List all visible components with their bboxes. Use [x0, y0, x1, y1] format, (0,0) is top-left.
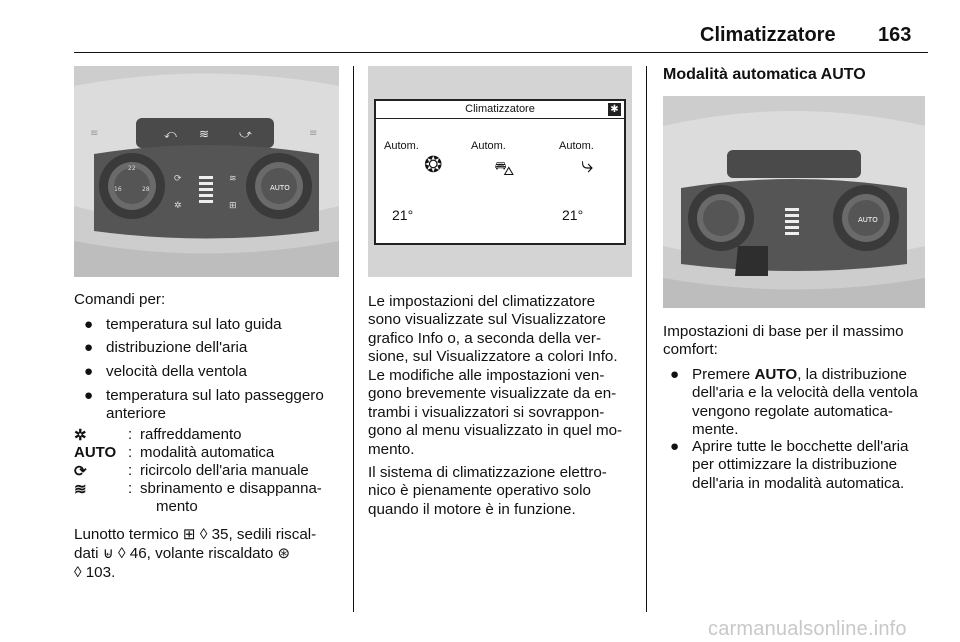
crossref-line: Lunotto termico ⊞ ◊ 35, sedili riscal- [74, 526, 317, 543]
bullet-text-continued: dell'aria e la velocità della ventola [692, 384, 918, 401]
fan-speed-icon: ❂ [424, 153, 443, 178]
legend-desc: sbrinamento e disappanna- [140, 480, 322, 497]
para-line: Le modifiche alle impostazioni ven- [368, 367, 605, 384]
panel-temp-top-left: 22 [128, 165, 136, 172]
display-title-bar [376, 101, 624, 119]
bullet-text: temperatura sul lato passeggero [106, 387, 324, 404]
climate-panel-image [74, 66, 339, 277]
display-temp-left: 21° [392, 207, 414, 223]
list-item: ● temperatura sul lato passeggero anteriore [84, 387, 324, 422]
column-divider-2 [646, 66, 647, 612]
legend-colon: : [128, 444, 133, 461]
legend-desc-continued: mento [156, 498, 198, 515]
display-screen [374, 99, 626, 245]
legend-colon: : [128, 462, 133, 479]
bullet-text-continued: mente. [692, 421, 739, 438]
recirculation-icon: ⟳ [74, 463, 87, 480]
list-item: ● distribuzione dell'aria [84, 339, 248, 356]
bullet-text-continued: per ottimizzare la distribuzione [692, 456, 898, 473]
climate-panel-drawing [74, 66, 339, 277]
para-line: Il sistema di climatizzazione elettro- [368, 464, 607, 481]
climate-display-image [368, 66, 632, 277]
list-item: ● Premere AUTO, la distribuzione dell'aria e la velocità della ventola vengono regolate automatica- mente. [670, 366, 918, 438]
para-line: Le impostazioni del climatizzatore [368, 293, 596, 310]
legend-desc: ricircolo dell'aria manuale [140, 462, 309, 479]
para-line: nico è pienamente operativo solo [368, 482, 591, 499]
controls-intro: Comandi per: [74, 291, 166, 308]
para-line: mento. [368, 441, 415, 458]
display-autom-label: Autom. [559, 140, 594, 152]
section-heading: Modalità automatica AUTO [663, 66, 866, 83]
para-line: grafico Info o, a seconda della ver- [368, 330, 602, 347]
svg-text:✲: ✲ [174, 201, 182, 211]
svg-text:≋: ≋ [199, 127, 210, 141]
svg-text:⤻: ⤻ [239, 127, 252, 141]
display-autom-label: Autom. [471, 140, 506, 152]
bullet-text-continued: vengono regolate automatica- [692, 403, 893, 420]
panel-auto-label: AUTO [858, 216, 878, 224]
crossref-line: ◊ 103. [74, 564, 116, 581]
para-line: trambi i visualizzatori si sovrappon- [368, 404, 605, 421]
svg-text:⟳: ⟳ [174, 174, 182, 184]
settings-icon: ✱ [608, 103, 621, 116]
list-item: ● temperatura sul lato guida [84, 316, 282, 333]
auto-keyword: AUTO [754, 366, 798, 383]
bullet-text [692, 366, 907, 384]
para-line: gono al menu visualizzato in quel mo- [368, 422, 623, 439]
para-line: quando il motore è in funzione. [368, 501, 576, 518]
list-item: ● velocità della ventola [84, 363, 247, 380]
column-divider-1 [353, 66, 354, 612]
bullet-text: distribuzione dell'aria [106, 339, 248, 356]
air-distribution-icon: ⤷ [581, 153, 594, 178]
panel-auto-label: AUTO [270, 184, 290, 192]
svg-text:≋: ≋ [229, 174, 237, 184]
defrost-icon: ≋ [74, 481, 87, 498]
car-recirculation-icon: ⛍ [494, 156, 515, 180]
watermark: carmanualsonline.info [708, 618, 907, 640]
para-line: comfort: [663, 341, 718, 358]
panel-temp-hi-left: 28 [142, 186, 150, 193]
legend-auto-symbol: AUTO [74, 444, 117, 461]
para-line: sono visualizzate sul Visualizzatore [368, 311, 606, 328]
svg-text:⊞: ⊞ [229, 201, 237, 211]
legend-desc: raffreddamento [140, 426, 242, 443]
bullet-rest: , la distribuzione [797, 366, 907, 383]
bullet-text: velocità della ventola [106, 363, 247, 380]
page-number: 163 [878, 24, 912, 46]
bullet-text: temperatura sul lato guida [106, 316, 282, 333]
bullet-text-continued: dell'aria in modalità automatica. [692, 475, 905, 492]
display-temp-right: 21° [562, 207, 584, 223]
crossref-line: dati ⊌ ◊ 46, volante riscaldato ⊛ [74, 545, 291, 562]
page-section-title: Climatizzatore [700, 24, 836, 46]
bullet-text-continued: anteriore [106, 405, 166, 422]
para-line: gono brevemente visualizzate da en- [368, 385, 617, 402]
display-autom-label: Autom. [384, 140, 419, 152]
snowflake-icon: ✲ [74, 427, 87, 444]
svg-text:⤺: ⤺ [164, 127, 177, 141]
legend-colon: : [128, 480, 133, 497]
auto-mode-panel-image [663, 96, 925, 308]
para-line: sione, sul Visualizzatore a colori Info. [368, 348, 618, 365]
panel-temp-lo-left: 16 [114, 186, 122, 193]
svg-text:≡: ≡ [309, 128, 318, 139]
para-line: Impostazioni di base per il massimo [663, 323, 904, 340]
bullet-text: Aprire tutte le bocchette dell'aria [692, 438, 909, 455]
header-rule [74, 52, 928, 53]
display-title: Climatizzatore [465, 103, 535, 115]
legend-desc: modalità automatica [140, 444, 275, 461]
list-item: ● Aprire tutte le bocchette dell'aria per ottimizzare la distribuzione dell'aria in modalità automatica. [670, 438, 909, 492]
legend-colon: : [128, 426, 133, 443]
svg-text:≡: ≡ [90, 128, 99, 139]
bullet-prefix: Premere [692, 366, 755, 383]
auto-panel-drawing [663, 96, 925, 308]
